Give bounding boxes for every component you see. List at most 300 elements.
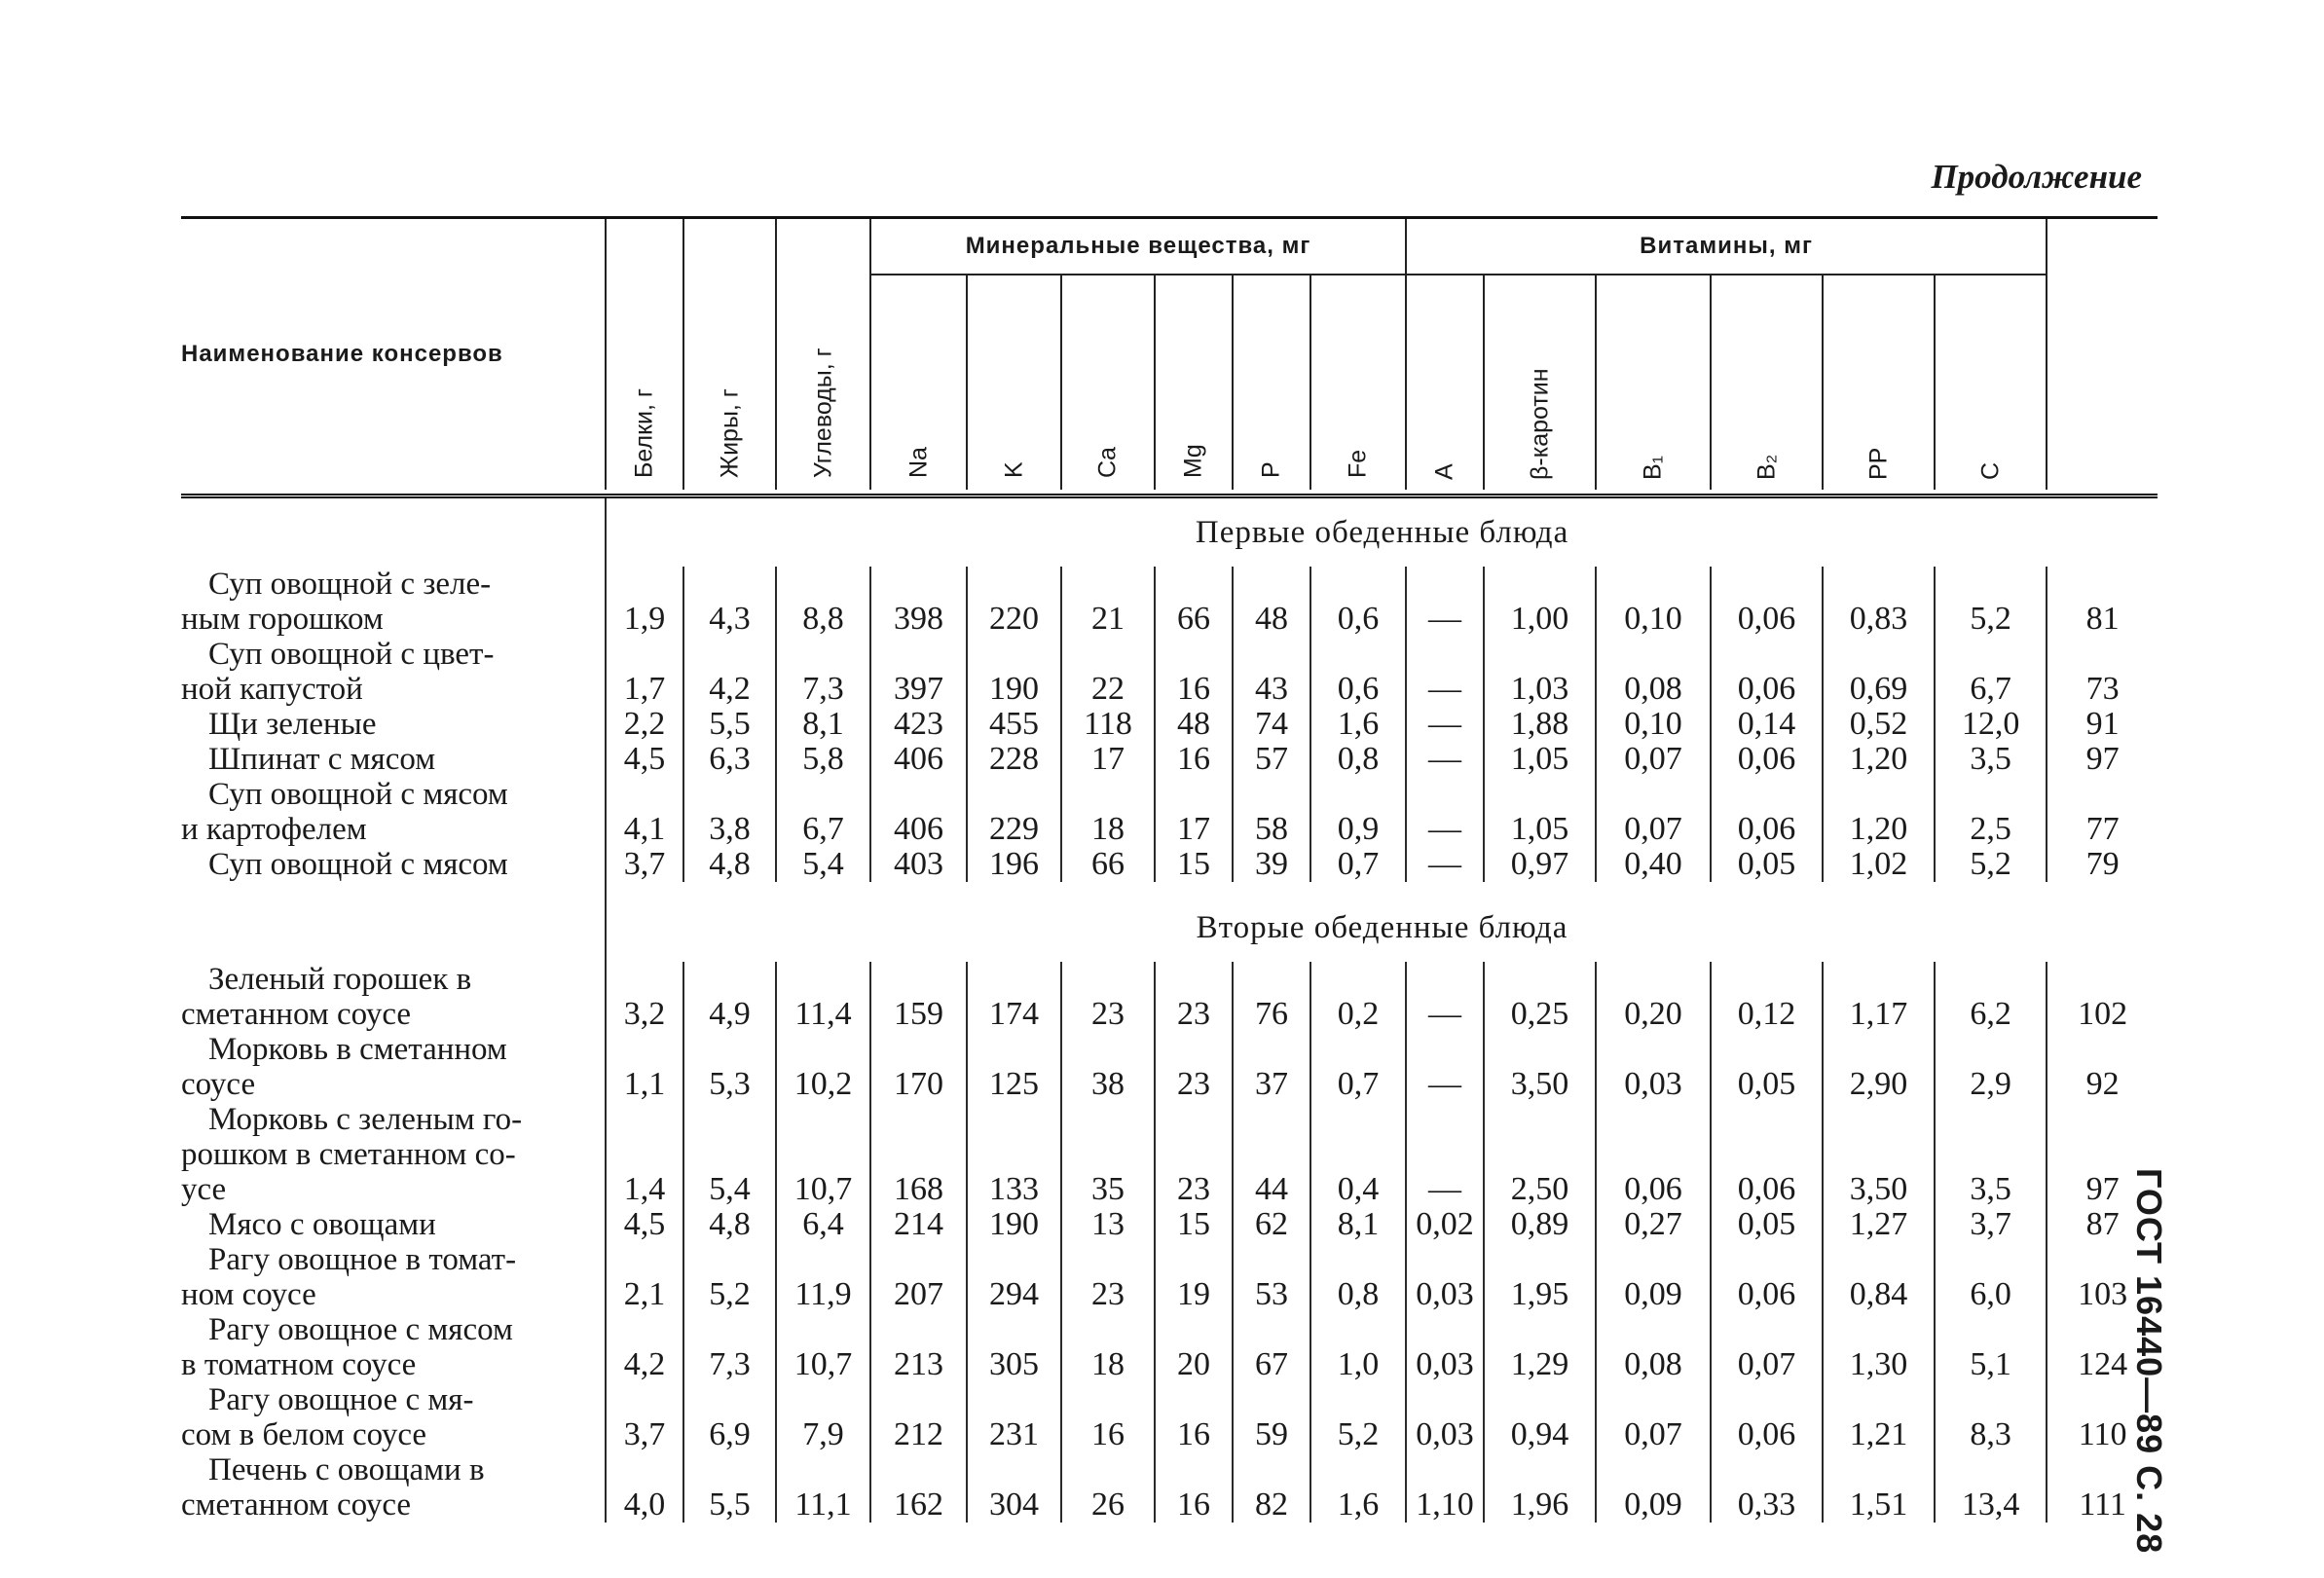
table-cell: 37 xyxy=(1233,1032,1310,1102)
table-cell: 0,05 xyxy=(1711,1207,1823,1242)
table-cell: 11,9 xyxy=(776,1242,870,1312)
table-cell: 1,02 xyxy=(1823,847,1935,882)
table-cell: 23 xyxy=(1155,1032,1233,1102)
table-cell: 91 xyxy=(2047,707,2158,742)
table-cell: 6,2 xyxy=(1935,962,2047,1032)
table-cell: 0,06 xyxy=(1711,637,1823,707)
table-cell: 5,8 xyxy=(776,742,870,777)
table-cell: — xyxy=(1406,777,1484,847)
header-vitamins-group: Витамины, мг xyxy=(1406,218,2047,275)
table-cell: 0,69 xyxy=(1823,637,1935,707)
table-cell: 0,25 xyxy=(1484,962,1596,1032)
product-name xyxy=(181,707,606,742)
table-cell: 0,02 xyxy=(1406,1207,1484,1242)
product-name xyxy=(181,1452,606,1523)
table-cell: 4,1 xyxy=(606,777,683,847)
table-cell: 0,6 xyxy=(1310,637,1406,707)
product-name xyxy=(181,1207,606,1242)
table-cell: 0,09 xyxy=(1596,1452,1711,1523)
product-name-line: Мясо с овощами xyxy=(208,1207,436,1242)
table-cell: 3,7 xyxy=(606,1382,683,1452)
table-cell: 2,50 xyxy=(1484,1102,1596,1207)
table-cell: 10,2 xyxy=(776,1032,870,1102)
table-row xyxy=(181,962,2158,1032)
table-cell: 5,4 xyxy=(683,1102,776,1207)
table-cell: 397 xyxy=(870,637,967,707)
header-carbs: Углеводы, г xyxy=(776,218,870,491)
table-cell: — xyxy=(1406,742,1484,777)
table-cell: 15 xyxy=(1155,847,1233,882)
table-cell: 6,0 xyxy=(1935,1242,2047,1312)
table-cell: 0,05 xyxy=(1711,847,1823,882)
table-cell: — xyxy=(1406,847,1484,882)
table-cell: 16 xyxy=(1155,742,1233,777)
table-row xyxy=(181,1312,2158,1382)
product-name xyxy=(181,962,606,1032)
table-cell: 102 xyxy=(2047,962,2158,1032)
product-name-line: усе xyxy=(181,1172,227,1207)
table-cell: 406 xyxy=(870,777,967,847)
table-cell: 43 xyxy=(1233,637,1310,707)
table-cell: 1,7 xyxy=(606,637,683,707)
product-name-line: сметанном соусе xyxy=(181,997,412,1032)
table-cell: 0,06 xyxy=(1711,1242,1823,1312)
table-cell: 4,2 xyxy=(683,637,776,707)
table-cell: 1,30 xyxy=(1823,1312,1935,1382)
table-cell: — xyxy=(1406,637,1484,707)
header-mineral-4: P xyxy=(1233,275,1310,490)
table-cell: 74 xyxy=(1233,707,1310,742)
table-cell: 23 xyxy=(1155,1102,1233,1207)
product-name-line: Суп овощной с мясом xyxy=(208,847,508,882)
product-name-line: Щи зеленые xyxy=(208,707,377,742)
table-cell: — xyxy=(1406,1032,1484,1102)
product-name xyxy=(181,1312,606,1382)
table-cell: 0,07 xyxy=(1596,742,1711,777)
table-cell: 174 xyxy=(967,962,1061,1032)
table-cell: 0,8 xyxy=(1310,742,1406,777)
table-cell: 8,1 xyxy=(776,707,870,742)
table-cell: 4,8 xyxy=(683,847,776,882)
product-name xyxy=(181,1382,606,1452)
table-row xyxy=(181,567,2158,637)
table-cell: 0,2 xyxy=(1310,962,1406,1032)
table-cell: 21 xyxy=(1061,567,1155,637)
table-cell: 190 xyxy=(967,1207,1061,1242)
table-cell: 11,4 xyxy=(776,962,870,1032)
table-cell: 0,20 xyxy=(1596,962,1711,1032)
table-cell: 1,10 xyxy=(1406,1452,1484,1523)
table-cell: 97 xyxy=(2047,1102,2158,1207)
table-cell: 48 xyxy=(1155,707,1233,742)
header-vitamin-5: C xyxy=(1935,275,2047,490)
table-cell: 0,8 xyxy=(1310,1242,1406,1312)
table-cell: 0,06 xyxy=(1596,1102,1711,1207)
table-cell: 4,5 xyxy=(606,1207,683,1242)
table-cell: 0,27 xyxy=(1596,1207,1711,1242)
table-cell: 11,1 xyxy=(776,1452,870,1523)
table-cell: 16 xyxy=(1061,1382,1155,1452)
table-cell: 1,05 xyxy=(1484,777,1596,847)
table-row xyxy=(181,707,2158,742)
table-cell: 20 xyxy=(1155,1312,1233,1382)
table-cell: 0,94 xyxy=(1484,1382,1596,1452)
table-cell: 3,8 xyxy=(683,777,776,847)
table-cell: — xyxy=(1406,567,1484,637)
table-cell: 59 xyxy=(1233,1382,1310,1452)
product-name-line: Рагу овощное с мясом xyxy=(208,1312,513,1347)
header-name-column: Наименование консервов xyxy=(181,218,606,491)
table-cell: 4,9 xyxy=(683,962,776,1032)
table-cell: 13 xyxy=(1061,1207,1155,1242)
table-cell: 403 xyxy=(870,847,967,882)
table-row xyxy=(181,1032,2158,1102)
table-cell: 162 xyxy=(870,1452,967,1523)
table-cell: 0,07 xyxy=(1596,777,1711,847)
table-cell: 82 xyxy=(1233,1452,1310,1523)
table-cell: 207 xyxy=(870,1242,967,1312)
table-row xyxy=(181,777,2158,847)
header-protein: Белки, г xyxy=(606,218,683,491)
table-cell: 8,8 xyxy=(776,567,870,637)
table-cell: — xyxy=(1406,962,1484,1032)
table-cell: 0,03 xyxy=(1406,1382,1484,1452)
table-cell: 2,2 xyxy=(606,707,683,742)
table-cell: 19 xyxy=(1155,1242,1233,1312)
table-cell: 196 xyxy=(967,847,1061,882)
product-name-line: Рагу овощное в томат- xyxy=(208,1242,517,1277)
table-cell: 3,50 xyxy=(1823,1102,1935,1207)
table-cell: 16 xyxy=(1155,1382,1233,1452)
table-cell: 17 xyxy=(1155,777,1233,847)
table-cell: 398 xyxy=(870,567,967,637)
table-cell: 18 xyxy=(1061,1312,1155,1382)
table-cell: 23 xyxy=(1061,1242,1155,1312)
table-cell: 58 xyxy=(1233,777,1310,847)
table-cell: 62 xyxy=(1233,1207,1310,1242)
table-cell: 1,20 xyxy=(1823,742,1935,777)
table-cell: 4,2 xyxy=(606,1312,683,1382)
table-cell: 1,4 xyxy=(606,1102,683,1207)
table-cell: 170 xyxy=(870,1032,967,1102)
table-cell: 5,3 xyxy=(683,1032,776,1102)
table-cell: 1,05 xyxy=(1484,742,1596,777)
product-name-line: Морковь в сметанном xyxy=(208,1032,507,1067)
table-cell: 6,3 xyxy=(683,742,776,777)
table-cell: 8,3 xyxy=(1935,1382,2047,1452)
table-cell: 0,08 xyxy=(1596,637,1711,707)
header-vitamin-0: A xyxy=(1406,275,1484,490)
table-cell: 5,2 xyxy=(683,1242,776,1312)
table-cell: 5,4 xyxy=(776,847,870,882)
table-cell: 17 xyxy=(1061,742,1155,777)
table-cell: 0,89 xyxy=(1484,1207,1596,1242)
table-cell: 0,06 xyxy=(1711,777,1823,847)
table-cell: 77 xyxy=(2047,777,2158,847)
table-cell: 4,5 xyxy=(606,742,683,777)
table-cell: 87 xyxy=(2047,1207,2158,1242)
table-cell: 5,2 xyxy=(1935,847,2047,882)
table-cell: 406 xyxy=(870,742,967,777)
table-cell: 66 xyxy=(1155,567,1233,637)
table-cell: 10,7 xyxy=(776,1102,870,1207)
section-title: Первые обеденные блюда xyxy=(606,496,2158,568)
header-mineral-3: Mg xyxy=(1155,275,1233,490)
table-cell: 0,10 xyxy=(1596,567,1711,637)
table-cell: 38 xyxy=(1061,1032,1155,1102)
product-name-line: сом в белом соусе xyxy=(181,1417,427,1452)
table-cell: 1,88 xyxy=(1484,707,1596,742)
table-cell: 0,08 xyxy=(1596,1312,1711,1382)
table-cell: 0,4 xyxy=(1310,1102,1406,1207)
table-cell: 15 xyxy=(1155,1207,1233,1242)
table-cell: 0,09 xyxy=(1596,1242,1711,1312)
product-name xyxy=(181,1242,606,1312)
product-name xyxy=(181,847,606,882)
table-cell: 2,90 xyxy=(1823,1032,1935,1102)
table-cell: 53 xyxy=(1233,1242,1310,1312)
product-name xyxy=(181,742,606,777)
product-name xyxy=(181,777,606,847)
table-cell: 190 xyxy=(967,637,1061,707)
table-cell: 110 xyxy=(2047,1382,2158,1452)
product-name xyxy=(181,1032,606,1102)
product-name-line: Суп овощной с мясом xyxy=(208,777,508,812)
table-cell: 133 xyxy=(967,1102,1061,1207)
table-row xyxy=(181,1242,2158,1312)
table-cell: 0,84 xyxy=(1823,1242,1935,1312)
table-cell: 0,6 xyxy=(1310,567,1406,637)
table-cell: 1,6 xyxy=(1310,707,1406,742)
table-cell: 111 xyxy=(2047,1452,2158,1523)
table-cell: 6,9 xyxy=(683,1382,776,1452)
table-cell: 1,1 xyxy=(606,1032,683,1102)
table-cell: 0,10 xyxy=(1596,707,1711,742)
product-name-line: ным горошком xyxy=(181,602,384,637)
table-cell: 0,06 xyxy=(1711,1382,1823,1452)
table-cell: 48 xyxy=(1233,567,1310,637)
table-cell: 3,50 xyxy=(1484,1032,1596,1102)
table-cell: 35 xyxy=(1061,1102,1155,1207)
table-cell: 7,3 xyxy=(683,1312,776,1382)
table-cell: 1,27 xyxy=(1823,1207,1935,1242)
table-row xyxy=(181,1382,2158,1452)
product-name-line: Шпинат с мясом xyxy=(208,742,436,777)
table-cell: 455 xyxy=(967,707,1061,742)
table-cell: 5,2 xyxy=(1935,567,2047,637)
table-cell: 103 xyxy=(2047,1242,2158,1312)
table-cell: 3,7 xyxy=(1935,1207,2047,1242)
header-vitamin-1: β-каротин xyxy=(1484,275,1596,490)
table-cell: 6,7 xyxy=(1935,637,2047,707)
section-title: Вторые обеденные блюда xyxy=(606,894,2158,962)
table-cell: 228 xyxy=(967,742,1061,777)
product-name-line: и картофелем xyxy=(181,812,367,847)
table-cell: 2,9 xyxy=(1935,1032,2047,1102)
table-cell: 118 xyxy=(1061,707,1155,742)
table-cell: 214 xyxy=(870,1207,967,1242)
header-fat: Жиры, г xyxy=(683,218,776,491)
product-name-line: Суп овощной с зеле- xyxy=(208,567,492,602)
table-cell: 0,03 xyxy=(1406,1242,1484,1312)
product-name-line: рошком в сметанном со- xyxy=(181,1137,516,1172)
product-name xyxy=(181,567,606,637)
table-cell: 231 xyxy=(967,1382,1061,1452)
table-cell: 423 xyxy=(870,707,967,742)
table-cell: 1,9 xyxy=(606,567,683,637)
table-cell: 0,12 xyxy=(1711,962,1823,1032)
table-cell: 212 xyxy=(870,1382,967,1452)
table-cell: 5,1 xyxy=(1935,1312,2047,1382)
table-cell: 0,83 xyxy=(1823,567,1935,637)
table-cell: 0,07 xyxy=(1596,1382,1711,1452)
table-cell: 23 xyxy=(1061,962,1155,1032)
table-cell: 0,06 xyxy=(1711,567,1823,637)
header-vitamin-4: PP xyxy=(1823,275,1935,490)
nutrition-table xyxy=(181,216,2158,1523)
table-cell: 73 xyxy=(2047,637,2158,707)
product-name-line: в томатном соусе xyxy=(181,1347,417,1382)
table-cell: 0,07 xyxy=(1711,1312,1823,1382)
continuation-label: Продолжение xyxy=(1931,158,2142,196)
table-cell: 0,9 xyxy=(1310,777,1406,847)
table-cell: 0,33 xyxy=(1711,1452,1823,1523)
table-cell: 16 xyxy=(1155,637,1233,707)
table-cell: 7,3 xyxy=(776,637,870,707)
table-cell: 1,95 xyxy=(1484,1242,1596,1312)
table-cell: 1,0 xyxy=(1310,1312,1406,1382)
table-cell: 2,1 xyxy=(606,1242,683,1312)
table-cell: 3,2 xyxy=(606,962,683,1032)
table-cell: 0,14 xyxy=(1711,707,1823,742)
header-mineral-0: Na xyxy=(870,275,967,490)
header-minerals-group: Минеральные вещества, мг xyxy=(870,218,1406,275)
table-cell: 16 xyxy=(1155,1452,1233,1523)
product-name-line: Суп овощной с цвет- xyxy=(208,637,495,672)
table-cell: 5,2 xyxy=(1310,1382,1406,1452)
table-cell: 13,4 xyxy=(1935,1452,2047,1523)
table-cell: 66 xyxy=(1061,847,1155,882)
header-mineral-1: K xyxy=(967,275,1061,490)
table-cell: 1,96 xyxy=(1484,1452,1596,1523)
table-cell: 0,97 xyxy=(1484,847,1596,882)
table-cell: 159 xyxy=(870,962,967,1032)
table-cell: 57 xyxy=(1233,742,1310,777)
table-cell: 0,03 xyxy=(1406,1312,1484,1382)
table-cell: 26 xyxy=(1061,1452,1155,1523)
table-cell: 3,5 xyxy=(1935,742,2047,777)
table-row xyxy=(181,637,2158,707)
product-name-line: Морковь с зеленым го- xyxy=(208,1102,523,1137)
table-cell: 124 xyxy=(2047,1312,2158,1382)
table-cell: 10,7 xyxy=(776,1312,870,1382)
header-energy-blank xyxy=(2047,218,2158,491)
product-name xyxy=(181,1102,606,1207)
table-cell: 79 xyxy=(2047,847,2158,882)
header-mineral-5: Fe xyxy=(1310,275,1406,490)
product-name-line: соусе xyxy=(181,1067,256,1102)
table-cell: 1,21 xyxy=(1823,1382,1935,1452)
table-cell: 0,03 xyxy=(1596,1032,1711,1102)
table-cell: 1,00 xyxy=(1484,567,1596,637)
table-cell: 44 xyxy=(1233,1102,1310,1207)
table-cell: 4,3 xyxy=(683,567,776,637)
table-cell: 1,29 xyxy=(1484,1312,1596,1382)
standard-code-page-number: ГОСТ 16440—89 С. 28 xyxy=(2129,1168,2169,1555)
table-row xyxy=(181,1207,2158,1242)
product-name-line: ном соусе xyxy=(181,1277,316,1312)
table-cell: 304 xyxy=(967,1452,1061,1523)
table-cell: 305 xyxy=(967,1312,1061,1382)
table-row xyxy=(181,1452,2158,1523)
table-cell: 229 xyxy=(967,777,1061,847)
product-name xyxy=(181,637,606,707)
table-cell: 18 xyxy=(1061,777,1155,847)
table-cell: 0,7 xyxy=(1310,1032,1406,1102)
table-cell: 7,9 xyxy=(776,1382,870,1452)
table-cell: 1,6 xyxy=(1310,1452,1406,1523)
table-cell: 81 xyxy=(2047,567,2158,637)
table-cell: 3,5 xyxy=(1935,1102,2047,1207)
table-cell: 0,52 xyxy=(1823,707,1935,742)
table-cell: 22 xyxy=(1061,637,1155,707)
table-cell: 4,0 xyxy=(606,1452,683,1523)
table-row xyxy=(181,742,2158,777)
table-cell: 23 xyxy=(1155,962,1233,1032)
table-cell: 5,5 xyxy=(683,1452,776,1523)
table-cell: 76 xyxy=(1233,962,1310,1032)
table-cell: 5,5 xyxy=(683,707,776,742)
product-name-line: Зеленый горошек в xyxy=(208,962,472,997)
table-cell: 97 xyxy=(2047,742,2158,777)
table-cell: 1,20 xyxy=(1823,777,1935,847)
table-cell: 3,7 xyxy=(606,847,683,882)
table-cell: 0,06 xyxy=(1711,742,1823,777)
table-cell: 39 xyxy=(1233,847,1310,882)
table-cell: 2,5 xyxy=(1935,777,2047,847)
table-cell: 6,4 xyxy=(776,1207,870,1242)
table-cell: 125 xyxy=(967,1032,1061,1102)
table-cell: 8,1 xyxy=(1310,1207,1406,1242)
table-cell: — xyxy=(1406,1102,1484,1207)
table-cell: 67 xyxy=(1233,1312,1310,1382)
product-name-line: ной капустой xyxy=(181,672,363,707)
table-cell: 92 xyxy=(2047,1032,2158,1102)
header-vitamin-2: B₁ xyxy=(1596,275,1711,490)
table-cell: 294 xyxy=(967,1242,1061,1312)
product-name-line: Рагу овощное с мя- xyxy=(208,1382,474,1417)
table-cell: 6,7 xyxy=(776,777,870,847)
table-row xyxy=(181,1102,2158,1207)
table-cell: 0,7 xyxy=(1310,847,1406,882)
table-cell: 1,51 xyxy=(1823,1452,1935,1523)
table-cell: 0,06 xyxy=(1711,1102,1823,1207)
table-cell: 12,0 xyxy=(1935,707,2047,742)
table-cell: 4,8 xyxy=(683,1207,776,1242)
table-cell: — xyxy=(1406,707,1484,742)
table-cell: 0,40 xyxy=(1596,847,1711,882)
table-cell: 0,05 xyxy=(1711,1032,1823,1102)
table-cell: 213 xyxy=(870,1312,967,1382)
product-name-line: Печень с овощами в xyxy=(208,1452,485,1487)
table-cell: 220 xyxy=(967,567,1061,637)
table-row xyxy=(181,847,2158,882)
table-cell: 168 xyxy=(870,1102,967,1207)
header-mineral-2: Ca xyxy=(1061,275,1155,490)
table-cell: 1,03 xyxy=(1484,637,1596,707)
table-cell: 1,17 xyxy=(1823,962,1935,1032)
header-vitamin-3: B₂ xyxy=(1711,275,1823,490)
